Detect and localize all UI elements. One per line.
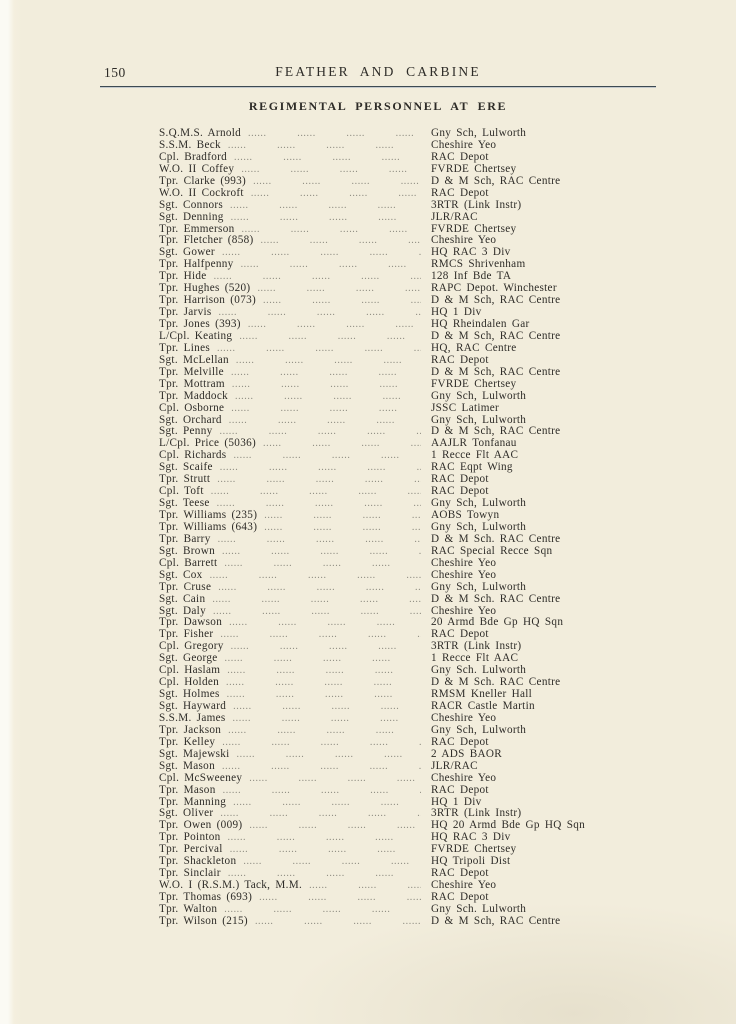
personnel-name: W.O. I (R.S.M.) Tack, M.M. (159, 879, 303, 892)
dot-leader (227, 689, 421, 701)
personnel-name: Sgt. Mason (159, 759, 215, 772)
personnel-name: Sgt. Gower (159, 246, 215, 259)
personnel-name: L/Cpl. Keating (159, 329, 233, 342)
personnel-posting: 3RTR (Link Instr) (431, 640, 522, 653)
personnel-name: Sgt. Connors (159, 198, 224, 211)
personnel-name: Tpr. Jarvis (159, 306, 212, 319)
personnel-posting: D & M Sch. RAC Centre (431, 676, 561, 689)
personnel-posting: 3RTR (Link Instr) (431, 198, 522, 211)
page-number: 150 (104, 65, 126, 80)
personnel-name: Tpr. Jones (393) (159, 318, 241, 330)
dot-leader (228, 140, 421, 152)
personnel-name: Tpr. Emmerson (159, 222, 235, 235)
personnel-row (159, 773, 657, 785)
personnel-name: Sgt. Cox (159, 568, 203, 581)
personnel-posting: D & M Sch. RAC Centre (431, 592, 561, 605)
personnel-name: Cpl. Richards (159, 449, 227, 462)
personnel-posting: HQ Rheindalen Gar (431, 318, 530, 330)
personnel-row (159, 892, 657, 904)
personnel-row (159, 355, 657, 367)
personnel-row (159, 677, 657, 689)
personnel-name: Tpr. Manning (159, 795, 227, 808)
dot-leader (243, 856, 421, 868)
personnel-row (159, 474, 657, 486)
personnel-row (159, 212, 657, 224)
personnel-list (159, 128, 657, 928)
personnel-row (159, 916, 657, 928)
personnel-name: Cpl. Osborne (159, 401, 225, 414)
personnel-row (159, 629, 657, 641)
personnel-row (159, 570, 657, 582)
personnel-row (159, 486, 657, 498)
personnel-name: Tpr. Harrison (073) (159, 294, 257, 307)
dot-leader (217, 343, 421, 355)
dot-leader (263, 295, 421, 307)
personnel-row (159, 235, 657, 247)
dot-leader (210, 570, 421, 582)
dot-leader (233, 701, 421, 713)
personnel-row (159, 641, 657, 653)
dot-leader (261, 235, 421, 247)
personnel-posting: RAC Depot (431, 473, 489, 486)
personnel-name: Tpr. Sinclair (159, 867, 221, 880)
dot-leader (222, 761, 421, 773)
personnel-name: Tpr. Hughes (520) (159, 282, 251, 295)
personnel-posting: D & M Sch, RAC Centre (431, 365, 561, 378)
personnel-name: Tpr. Thomas (693) (159, 891, 253, 903)
dot-leader (232, 379, 421, 391)
personnel-row (159, 164, 657, 176)
dot-leader (229, 617, 421, 629)
dot-leader (248, 319, 421, 331)
personnel-posting: 3RTR (Link Instr) (431, 807, 522, 820)
personnel-row (159, 415, 657, 427)
personnel-posting: Gny Sch. Lulworth (431, 902, 527, 915)
dot-leader (220, 808, 421, 820)
personnel-posting: RAC Depot (431, 891, 489, 903)
personnel-row (159, 176, 657, 188)
personnel-posting: RAC Depot (431, 485, 489, 498)
personnel-name: Tpr. Fisher (159, 628, 214, 641)
personnel-posting: 2 ADS BAOR (431, 747, 503, 760)
dot-leader (231, 367, 421, 379)
dot-leader (233, 713, 421, 725)
personnel-posting: 1 Recce Flt AAC (431, 652, 519, 665)
personnel-name: Tpr. Wilson (215) (159, 914, 248, 927)
dot-leader (241, 164, 421, 176)
personnel-posting: AAJLR Tonfanau (431, 437, 517, 450)
personnel-row (159, 546, 657, 558)
personnel-posting: RAC Special Recce Sqn (431, 544, 553, 557)
running-title: FEATHER AND CARBINE (275, 64, 481, 79)
personnel-name: Cpl. Barrett (159, 556, 218, 569)
personnel-posting: HQ 1 Div (431, 306, 482, 319)
personnel-name: S.S.M. James (159, 711, 226, 724)
personnel-row (159, 200, 657, 212)
personnel-name: Cpl. Haslam (159, 664, 221, 677)
dot-leader (229, 415, 421, 427)
personnel-name: Sgt. Brown (159, 544, 215, 557)
personnel-posting: D & M Sch, RAC Centre (431, 425, 561, 438)
dot-leader (219, 307, 421, 319)
personnel-name: Cpl. Bradford (159, 150, 228, 163)
personnel-row (159, 450, 657, 462)
personnel-name: Tpr. Owen (009) (159, 819, 243, 832)
dot-leader (224, 558, 421, 570)
dot-leader (241, 259, 421, 271)
personnel-row (159, 379, 657, 391)
personnel-posting: D & M Sch, RAC Centre (431, 914, 561, 927)
dot-leader (222, 737, 421, 749)
personnel-posting: Cheshire Yeo (431, 879, 497, 892)
dot-leader (239, 331, 421, 343)
personnel-row (159, 582, 657, 594)
personnel-row (159, 856, 657, 868)
personnel-row (159, 522, 657, 534)
personnel-name: Sgt. Holmes (159, 688, 220, 701)
personnel-name: Sgt. Penny (159, 425, 213, 438)
personnel-row (159, 761, 657, 773)
personnel-row (159, 797, 657, 809)
personnel-posting: Cheshire Yeo (431, 604, 497, 617)
personnel-row (159, 558, 657, 570)
personnel-posting: RMSM Kneller Hall (431, 688, 533, 701)
personnel-posting: RACR Castle Martin (431, 700, 535, 712)
personnel-posting: JLR/RAC (431, 210, 478, 223)
dot-leader (249, 773, 421, 785)
header-rule (100, 86, 656, 87)
personnel-row (159, 689, 657, 701)
personnel-posting: RAC Depot (431, 628, 489, 641)
personnel-name: Tpr. Barry (159, 532, 211, 545)
personnel-row (159, 140, 657, 152)
personnel-name: Sgt. Daly (159, 604, 206, 617)
personnel-row (159, 737, 657, 749)
dot-leader (249, 820, 421, 832)
personnel-posting: RAPC Depot. Winchester (431, 282, 557, 295)
personnel-row (159, 295, 657, 307)
dot-leader (230, 200, 421, 212)
personnel-posting: 128 Inf Bde TA (431, 270, 512, 283)
dot-leader (235, 391, 421, 403)
personnel-posting: AOBS Towyn (431, 509, 500, 521)
dot-leader (220, 629, 421, 641)
personnel-name: Tpr. Lines (159, 341, 210, 354)
personnel-row (159, 606, 657, 618)
personnel-row (159, 820, 657, 832)
dot-leader (218, 582, 421, 594)
dot-leader (309, 880, 421, 892)
personnel-posting: FVRDE Chertsey (431, 162, 517, 175)
personnel-posting: Gny Sch, Lulworth (431, 389, 527, 402)
personnel-row (159, 188, 657, 200)
personnel-row (159, 391, 657, 403)
personnel-name: Tpr. Cruse (159, 580, 212, 593)
personnel-name: Tpr. Halfpenny (159, 258, 234, 271)
personnel-row (159, 259, 657, 271)
personnel-name: Sgt. Teese (159, 497, 210, 510)
dot-leader (234, 152, 421, 164)
personnel-name: Sgt. Scaife (159, 461, 213, 474)
personnel-name: Tpr. Walton (159, 902, 218, 915)
personnel-name: W.O. II Coffey (159, 162, 235, 175)
personnel-posting: RMCS Shrivenham (431, 258, 526, 271)
personnel-posting: FVRDE Chertsey (431, 222, 517, 235)
personnel-name: Tpr. Williams (643) (159, 520, 258, 533)
personnel-row (159, 653, 657, 665)
personnel-posting: Gny Sch, Lulworth (431, 497, 527, 510)
personnel-row (159, 832, 657, 844)
dot-leader (248, 128, 421, 140)
personnel-name: Sgt. McLellan (159, 353, 229, 366)
dot-leader (228, 725, 421, 737)
dot-leader (230, 844, 421, 856)
personnel-posting: HQ RAC 3 Div (431, 831, 511, 844)
dot-leader (263, 438, 421, 450)
personnel-row (159, 785, 657, 797)
dot-leader (228, 832, 421, 844)
dot-leader (224, 904, 421, 916)
personnel-posting: Gny Sch, Lulworth (431, 723, 527, 736)
personnel-row (159, 319, 657, 331)
personnel-name: S.Q.M.S. Arnold (159, 127, 242, 139)
personnel-posting: Cheshire Yeo (431, 234, 497, 247)
dot-leader (233, 797, 421, 809)
personnel-posting: Cheshire Yeo (431, 138, 497, 151)
personnel-name: Cpl. Holden (159, 676, 219, 689)
personnel-name: Tpr. Dawson (159, 616, 223, 629)
dot-leader (233, 450, 421, 462)
personnel-name: Tpr. Clarke (993) (159, 174, 247, 187)
dot-leader (212, 594, 421, 606)
personnel-posting: FVRDE Chertsey (431, 377, 517, 390)
personnel-row (159, 725, 657, 737)
dot-leader (225, 653, 421, 665)
personnel-name: Tpr. Mason (159, 783, 216, 796)
personnel-posting: RAC Depot (431, 150, 489, 163)
personnel-name: Tpr. Strutt (159, 473, 211, 486)
personnel-posting: Gny Sch. Lulworth (431, 664, 527, 677)
personnel-name: Tpr. Hide (159, 270, 207, 283)
personnel-name: Tpr. Mottram (159, 377, 225, 390)
personnel-posting: D & M Sch, RAC Centre (431, 174, 561, 187)
personnel-row (159, 462, 657, 474)
personnel-row (159, 749, 657, 761)
personnel-posting: Cheshire Yeo (431, 771, 497, 784)
dot-leader (217, 474, 421, 486)
personnel-name: Sgt. Majewski (159, 747, 230, 760)
personnel-name: S.S.M. Beck (159, 138, 221, 151)
personnel-name: Tpr. Pointon (159, 831, 221, 844)
dot-leader (255, 916, 421, 928)
personnel-posting: Gny Sch, Lulworth (431, 580, 527, 593)
section-title: REGIMENTAL PERSONNEL AT ERE (248, 99, 508, 113)
personnel-name: Tpr. Maddock (159, 389, 228, 402)
personnel-name: Cpl. McSweeney (159, 771, 243, 784)
personnel-posting: Gny Sch, Lulworth (431, 413, 527, 426)
dot-leader (218, 534, 421, 546)
personnel-posting: HQ, RAC Centre (431, 341, 517, 354)
personnel-posting: HQ Tripoli Dist (431, 855, 511, 868)
personnel-row (159, 403, 657, 415)
personnel-row (159, 617, 657, 629)
personnel-name: Tpr. Williams (235) (159, 509, 258, 521)
personnel-posting: D & M Sch. RAC Centre (431, 532, 561, 545)
personnel-name: Sgt. George (159, 652, 218, 665)
personnel-name: Tpr. Kelley (159, 735, 216, 748)
personnel-row (159, 594, 657, 606)
personnel-name: W.O. II Cockroft (159, 186, 244, 199)
personnel-name: Tpr. Fletcher (858) (159, 234, 254, 247)
dot-leader (264, 510, 421, 522)
dot-leader (231, 212, 421, 224)
dot-leader (231, 641, 421, 653)
personnel-posting: Gny Sch, Lulworth (431, 520, 527, 533)
personnel-posting: RAC Depot (431, 735, 489, 748)
personnel-posting: Cheshire Yeo (431, 556, 497, 569)
personnel-name: Cpl. Gregory (159, 640, 224, 653)
personnel-posting: RAC Depot (431, 186, 489, 199)
personnel-name: Sgt. Hayward (159, 700, 227, 712)
dot-leader (242, 224, 422, 236)
personnel-row (159, 534, 657, 546)
personnel-posting: RAC Eqpt Wing (431, 461, 513, 474)
personnel-name: Tpr. Percival (159, 843, 223, 856)
dot-leader (231, 403, 421, 415)
personnel-posting: FVRDE Chertsey (431, 843, 517, 856)
personnel-row (159, 128, 657, 140)
personnel-posting: D & M Sch, RAC Centre (431, 294, 561, 307)
personnel-posting: 20 Armd Bde Gp HQ Sqn (431, 616, 564, 629)
personnel-posting: 1 Recce Flt AAC (431, 449, 519, 462)
dot-leader (259, 892, 421, 904)
personnel-row (159, 438, 657, 450)
personnel-posting: Cheshire Yeo (431, 711, 497, 724)
dot-leader (211, 486, 421, 498)
dot-leader (237, 749, 421, 761)
dot-leader (220, 462, 421, 474)
dot-leader (257, 283, 421, 295)
personnel-posting: JSSC Latimer (431, 401, 500, 414)
personnel-row (159, 713, 657, 725)
personnel-posting: JLR/RAC (431, 759, 478, 772)
dot-leader (226, 677, 421, 689)
personnel-row (159, 343, 657, 355)
personnel-name: L/Cpl. Price (5036) (159, 437, 257, 450)
dot-leader (251, 188, 421, 200)
personnel-posting: HQ RAC 3 Div (431, 246, 511, 259)
personnel-posting: RAC Depot (431, 783, 489, 796)
personnel-posting: RAC Depot (431, 353, 489, 366)
personnel-name: Tpr. Shackleton (159, 855, 237, 868)
personnel-name: Tpr. Jackson (159, 723, 222, 736)
dot-leader (222, 546, 421, 558)
personnel-posting: HQ 20 Armd Bde Gp HQ Sqn (431, 819, 586, 832)
personnel-posting: Gny Sch, Lulworth (431, 127, 527, 139)
personnel-row (159, 331, 657, 343)
dot-leader (264, 522, 421, 534)
dot-leader (223, 785, 421, 797)
personnel-row (159, 665, 657, 677)
personnel-posting: Cheshire Yeo (431, 568, 497, 581)
dot-leader (227, 665, 421, 677)
personnel-row (159, 701, 657, 713)
dot-leader (236, 355, 421, 367)
personnel-name: Sgt. Cain (159, 592, 206, 605)
personnel-posting: RAC Depot (431, 867, 489, 880)
dot-leader (213, 606, 421, 618)
personnel-posting: D & M Sch, RAC Centre (431, 329, 561, 342)
personnel-name: Cpl. Toft (159, 485, 204, 498)
personnel-posting: HQ 1 Div (431, 795, 482, 808)
personnel-name: Sgt. Orchard (159, 413, 222, 426)
personnel-name: Sgt. Denning (159, 210, 224, 223)
dot-leader (222, 247, 421, 259)
personnel-name: Tpr. Melville (159, 365, 224, 378)
personnel-row (159, 367, 657, 379)
personnel-name: Sgt. Oliver (159, 807, 214, 820)
dot-leader (253, 176, 421, 188)
